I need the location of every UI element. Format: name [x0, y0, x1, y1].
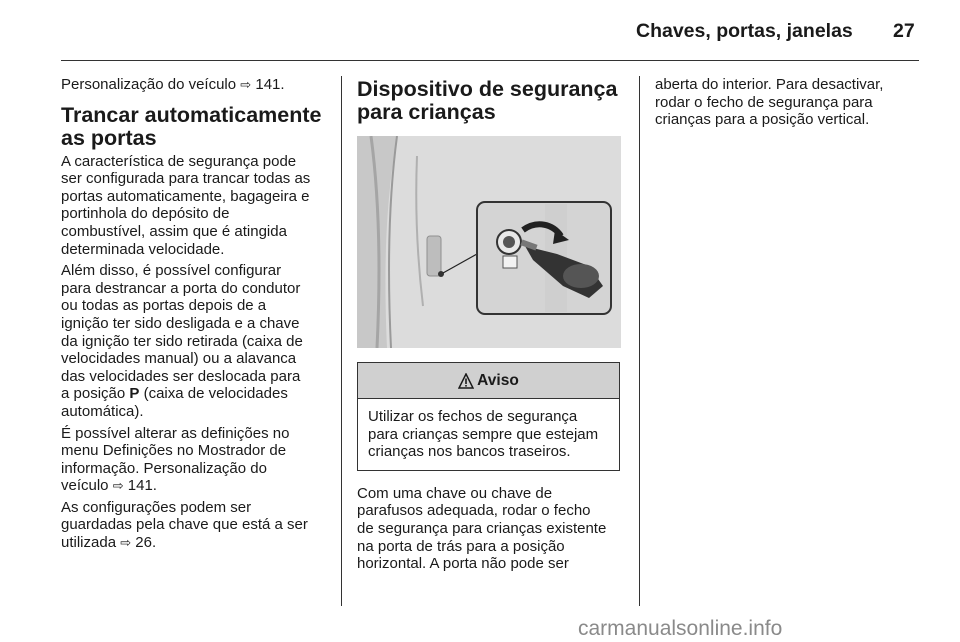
warning-box — [357, 362, 620, 471]
paragraph-settings: É possível alterar as definições no menu Definições no Mostrador de informação. Personalização do veículo ⇨ 141. — [61, 424, 290, 495]
column-divider — [639, 76, 640, 606]
intro-paragraph: Personalização do veículo ⇨ 141. — [61, 76, 285, 93]
page-number: 27 — [893, 20, 915, 42]
warning-title: Aviso — [477, 371, 519, 389]
section-heading-auto-lock: Trancar automaticamente as portas — [61, 102, 322, 150]
column-2 — [357, 76, 625, 577]
reference-arrow-icon: ⇨ — [112, 478, 124, 494]
paragraph-child-lock-instructions: Com uma chave ou chave de parafusos adequada, rodar o fecho de segurança para crianças existente na porta de trás para a posição horizontal. A porta não pode ser — [357, 484, 607, 573]
watermark: carmanualsonline.info — [578, 617, 783, 640]
column-1 — [61, 76, 333, 556]
warning-header — [358, 363, 619, 399]
child-lock-illustration — [357, 136, 621, 348]
gear-position-p: P — [129, 385, 140, 403]
column-divider — [341, 76, 342, 606]
header-divider — [61, 60, 919, 61]
paragraph-auto-lock: A característica de segurança pode ser configurada para trancar todas as portas automaticamente, bagageira e portinhola do depósito de combustível, assim que é atingida determinada velocidade. — [61, 152, 311, 258]
paragraph-unlock: Além disso, é possível configurar para destrancar a porta do condutor ou todas as portas depois de a ignição ter sido desligada e a chave da ignição ter sido retirada (caixa de velocidades manual) ou a alavanca das velocidades ser deslocada para a posição P (caixa de velocidades automática). — [61, 262, 303, 420]
warning-triangle-icon — [458, 373, 474, 389]
paragraph-deactivate: aberta do interior. Para desactivar, rodar o fecho de segurança para crianças para a posição vertical. — [655, 76, 884, 129]
cross-reference[interactable]: 26. — [135, 534, 157, 552]
page-header — [0, 0, 960, 62]
column-3 — [655, 76, 920, 133]
reference-arrow-icon: ⇨ — [240, 77, 252, 92]
reference-arrow-icon: ⇨ — [120, 535, 132, 551]
cross-reference[interactable]: 141. — [255, 76, 285, 93]
warning-text: Utilizar os fechos de segurança para crianças sempre que estejam crianças nos bancos traseiros. — [368, 408, 599, 461]
cross-reference[interactable]: 141. — [127, 477, 157, 495]
paragraph-key-memory: As configurações podem ser guardadas pela chave que está a ser utilizada ⇨ 26. — [61, 498, 308, 552]
door-key-illustration — [357, 136, 621, 348]
section-heading-child-lock: Dispositivo de segurança para crianças — [357, 77, 618, 124]
header-title: Chaves, portas, janelas — [636, 20, 853, 42]
